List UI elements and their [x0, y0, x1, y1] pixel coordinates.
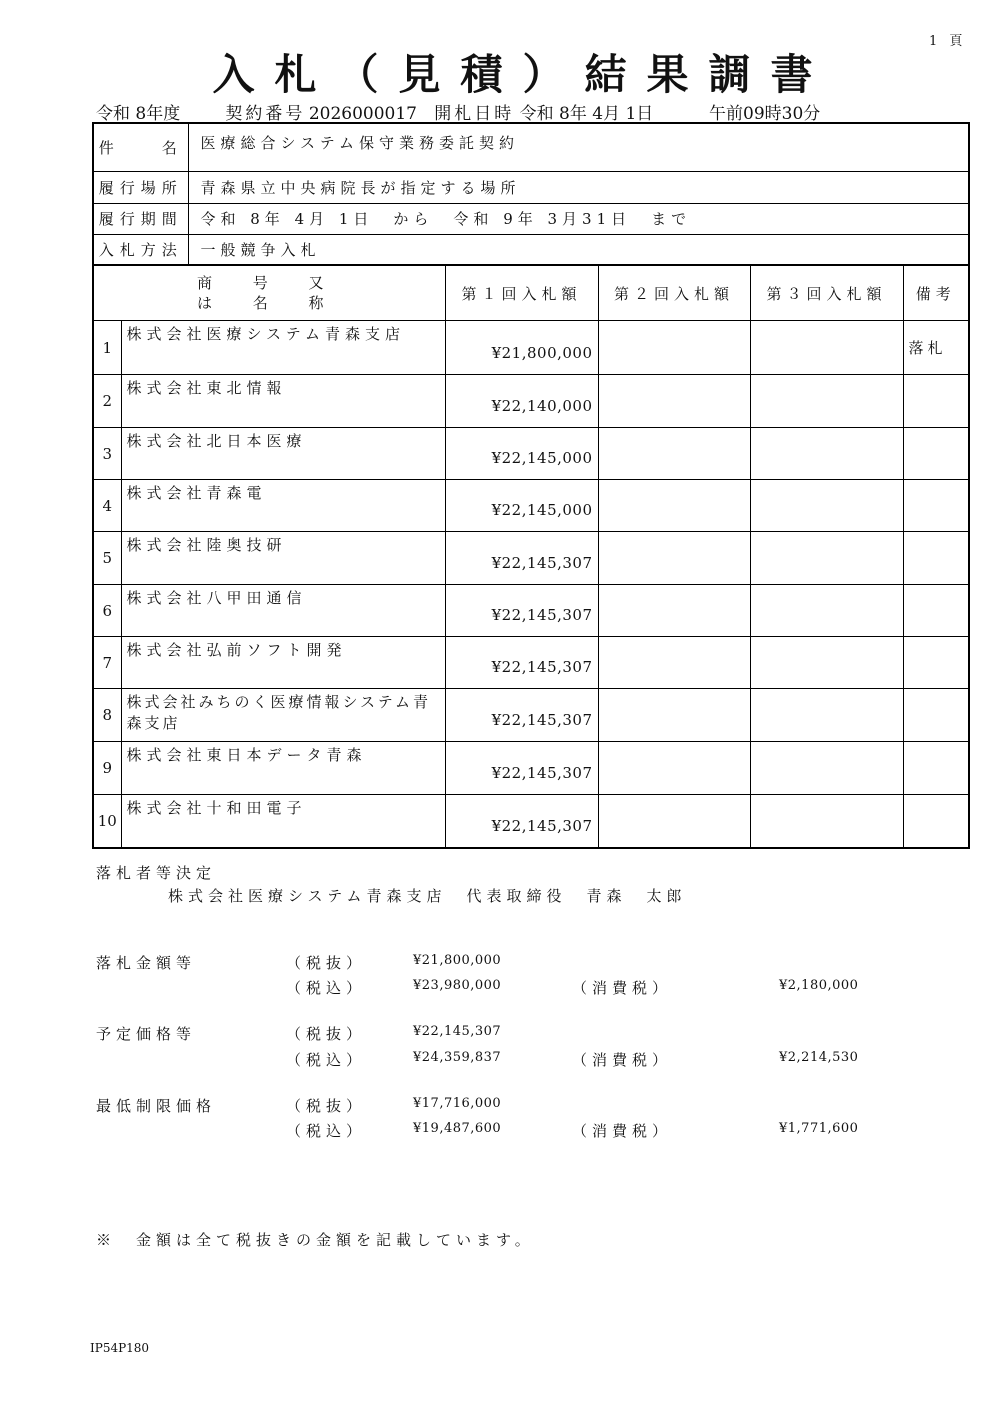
bidder-name: 株式会社みちのく医療情報システム青森支店	[121, 689, 445, 742]
round1-amount: ¥22,145,307	[445, 585, 598, 637]
remark	[903, 480, 969, 532]
remark	[903, 532, 969, 585]
round1-amount: ¥22,145,307	[445, 689, 598, 742]
round1-amount: ¥22,145,307	[445, 532, 598, 585]
round1-amount: ¥22,145,000	[445, 428, 598, 480]
table-row	[93, 375, 969, 428]
round1-amount: ¥22,145,307	[445, 637, 598, 689]
table-row	[93, 795, 969, 848]
bidder-name: 株式会社東日本データ青森	[121, 742, 445, 795]
info-label-method: 入札方法	[93, 234, 188, 265]
round3-amount	[750, 375, 903, 428]
bidder-name: 株式会社弘前ソフト開発	[121, 637, 445, 689]
round1-amount: ¥22,145,000	[445, 480, 598, 532]
date-label: 開札日時	[434, 104, 515, 124]
remark	[903, 689, 969, 742]
table-row	[93, 637, 969, 689]
round2-amount	[598, 532, 750, 585]
bidder-name: 株式会社北日本医療	[121, 428, 445, 480]
row-number: 1	[93, 321, 121, 375]
bidder-name: 株式会社陸奥技研	[121, 532, 445, 585]
row-number: 8	[93, 689, 121, 742]
remarks-header: 備考	[903, 266, 969, 321]
summary-tax-amount: ¥1,771,600	[779, 1121, 859, 1136]
round3-amount	[750, 742, 903, 795]
name-header-top: 商 号 又	[196, 274, 342, 292]
fiscal-year: 令和 8年度	[96, 104, 181, 124]
round2-amount	[598, 585, 750, 637]
round2-amount	[598, 480, 750, 532]
summary-excl-amount: ¥22,145,307	[413, 1024, 502, 1039]
table-row	[93, 585, 969, 637]
name-header-bottom: は 名 称	[196, 294, 342, 312]
bidder-name: 株式会社青森電	[121, 480, 445, 532]
table-row	[93, 689, 969, 742]
remark	[903, 428, 969, 480]
summary-incl-amount: ¥24,359,837	[413, 1050, 502, 1065]
bid-table-header	[93, 266, 969, 321]
summary-excl-label: （税抜）	[286, 1097, 367, 1115]
summary-tax-amount: ¥2,214,530	[779, 1050, 859, 1065]
summary-incl-amount: ¥23,980,000	[413, 978, 502, 993]
page-number: 1 頁	[929, 34, 967, 49]
header-line	[96, 99, 820, 124]
bidder-name: 株式会社十和田電子	[121, 795, 445, 848]
row-number: 9	[93, 742, 121, 795]
info-value-period: 令和 8年 4月 1日 から 令和 9年 3月31日 まで	[188, 203, 969, 234]
remark	[903, 742, 969, 795]
summary-excl-label: （税抜）	[286, 1025, 367, 1043]
winner-label: 落札者等決定	[96, 864, 217, 882]
round1-amount: ¥21,800,000	[445, 321, 598, 375]
bidder-name: 株式会社医療システム青森支店	[121, 321, 445, 375]
row-number: 3	[93, 428, 121, 480]
round2-amount	[598, 375, 750, 428]
round3-amount	[750, 795, 903, 848]
row-number: 2	[93, 375, 121, 428]
remark: 落札	[903, 321, 969, 375]
open-date: 令和 8年 4月 1日	[519, 104, 654, 124]
remark	[903, 585, 969, 637]
round2-amount	[598, 428, 750, 480]
round3-amount	[750, 637, 903, 689]
info-label-place: 履行場所	[93, 171, 188, 203]
remark	[903, 795, 969, 848]
round1-header: 第１回入札額	[445, 266, 598, 321]
summary-excl-amount: ¥17,716,000	[413, 1096, 502, 1111]
remark	[903, 637, 969, 689]
summary-incl-label: （税込）	[286, 979, 367, 997]
row-number: 7	[93, 637, 121, 689]
summary-label: 最低制限価格	[96, 1097, 217, 1115]
round2-amount	[598, 321, 750, 375]
row-number: 5	[93, 532, 121, 585]
info-label-subject: 件 名	[93, 123, 188, 171]
round3-amount	[750, 480, 903, 532]
table-row	[93, 321, 969, 375]
footer-note: ※ 金額は全て税抜きの金額を記載しています。	[96, 1231, 535, 1249]
contract-no-label: 契約番号	[225, 104, 306, 124]
summary-incl-label: （税込）	[286, 1051, 367, 1069]
round3-amount	[750, 321, 903, 375]
round3-amount	[750, 428, 903, 480]
bidder-name: 株式会社東北情報	[121, 375, 445, 428]
summary-label: 落札金額等	[96, 954, 197, 972]
round3-amount	[750, 532, 903, 585]
name-header	[93, 266, 445, 321]
round2-amount	[598, 795, 750, 848]
table-row	[93, 480, 969, 532]
summary-incl-amount: ¥19,487,600	[413, 1121, 502, 1136]
summary-tax-label: （消費税）	[572, 1122, 673, 1140]
info-table	[92, 122, 970, 266]
info-value-place: 青森県立中央病院長が指定する場所	[188, 171, 969, 203]
summary-excl-amount: ¥21,800,000	[413, 953, 502, 968]
round2-amount	[598, 742, 750, 795]
remark	[903, 375, 969, 428]
info-value-subject: 医療総合システム保守業務委託契約	[188, 123, 969, 171]
round3-amount	[750, 585, 903, 637]
document-title: 入札（見積）結果調書	[212, 50, 833, 99]
round1-amount: ¥22,140,000	[445, 375, 598, 428]
table-row	[93, 742, 969, 795]
winner-name: 株式会社医療システム青森支店 代表取締役 青森 太郎	[168, 887, 687, 905]
info-value-method: 一般競争入札	[188, 234, 969, 265]
summary-label: 予定価格等	[96, 1025, 197, 1043]
summary-tax-label: （消費税）	[572, 979, 673, 997]
table-row	[93, 428, 969, 480]
info-label-period: 履行期間	[93, 203, 188, 234]
contract-no: 2026000017	[308, 104, 417, 124]
bidder-name: 株式会社八甲田通信	[121, 585, 445, 637]
round3-header: 第３回入札額	[750, 266, 903, 321]
row-number: 10	[93, 795, 121, 848]
table-row	[93, 532, 969, 585]
summary-excl-label: （税抜）	[286, 954, 367, 972]
round2-amount	[598, 689, 750, 742]
row-number: 6	[93, 585, 121, 637]
round1-amount: ¥22,145,307	[445, 795, 598, 848]
round1-amount: ¥22,145,307	[445, 742, 598, 795]
open-time: 午前09時30分	[709, 104, 821, 124]
bid-table	[92, 265, 970, 849]
round3-amount	[750, 689, 903, 742]
row-number: 4	[93, 480, 121, 532]
round2-amount	[598, 637, 750, 689]
form-code: IP54P180	[90, 1341, 150, 1355]
round2-header: 第２回入札額	[598, 266, 750, 321]
summary-tax-label: （消費税）	[572, 1051, 673, 1069]
summary-tax-amount: ¥2,180,000	[779, 978, 859, 993]
summary-incl-label: （税込）	[286, 1122, 367, 1140]
